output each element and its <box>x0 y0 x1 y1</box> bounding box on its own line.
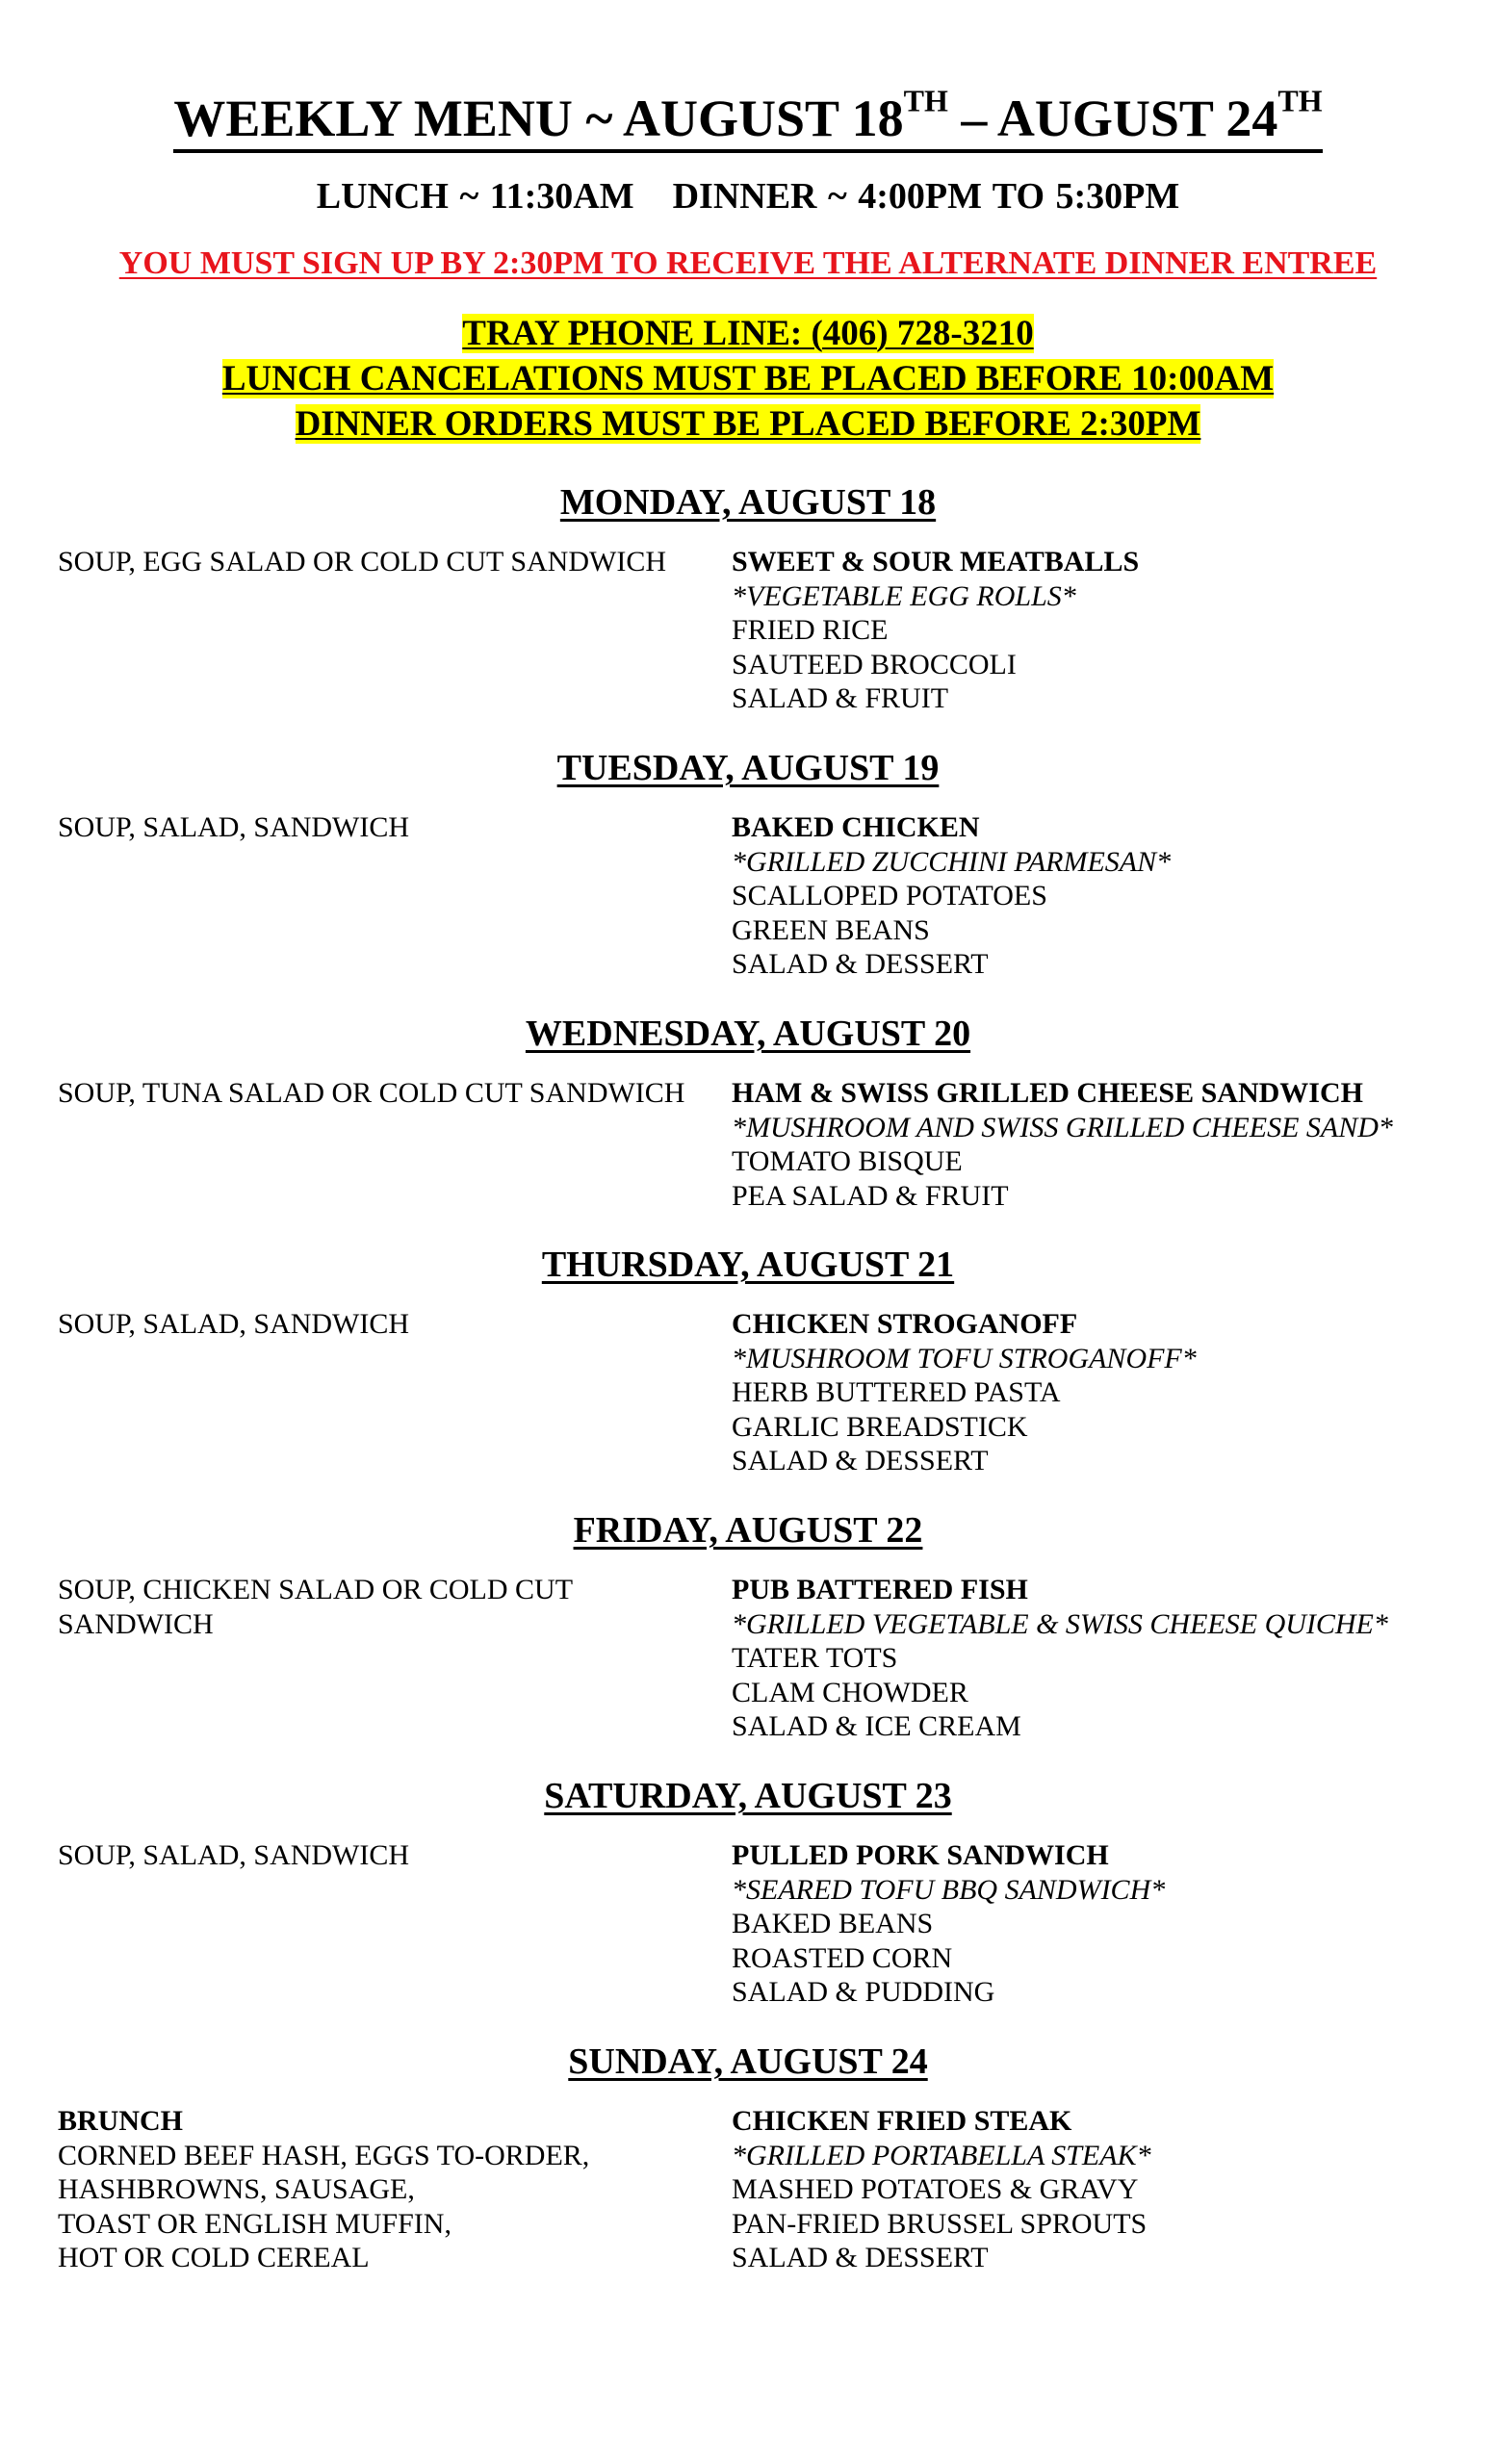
dinner-column <box>732 2104 1483 2275</box>
dinner-item: SALAD & DESSERT <box>732 1445 989 1476</box>
dinner-item: SAUTEED BROCCOLI <box>732 648 1017 680</box>
meal-hours <box>0 173 1496 219</box>
alternate-entree: *VEGETABLE EGG ROLLS* <box>732 579 1076 612</box>
day-heading: FRIDAY, AUGUST 22 <box>573 1510 923 1551</box>
dinner-item: SALAD & PUDDING <box>732 1976 995 2008</box>
dinner-item: SALAD & FRUIT <box>732 682 949 714</box>
dinner-column <box>732 1838 1483 2010</box>
lunch-item: SOUP, SALAD, SANDWICH <box>58 1839 410 1871</box>
dinner-column <box>732 1076 1483 1213</box>
lunch-column <box>58 1307 712 1342</box>
lunch-item: SOUP, EGG SALAD OR COLD CUT SANDWICH <box>58 546 666 578</box>
lunch-item: SOUP, SALAD, SANDWICH <box>58 1308 410 1340</box>
lunch-item: TOAST OR ENGLISH MUFFIN, <box>58 2207 451 2240</box>
alternate-entree-alert: YOU MUST SIGN UP BY 2:30PM TO RECEIVE THE ALTERNATE DINNER ENTREE <box>118 245 1378 281</box>
title-main: WEEKLY MENU ~ AUGUST 18 <box>173 90 904 147</box>
dinner-column <box>732 1573 1483 1744</box>
lunch-item: SOUP, CHICKEN SALAD OR COLD CUT <box>58 1574 574 1605</box>
alternate-entree: *GRILLED ZUCCHINI PARMESAN* <box>732 845 1172 878</box>
dinner-item: SALAD & DESSERT <box>732 948 989 980</box>
lunch-column <box>58 545 712 579</box>
lunch-column <box>58 1076 712 1111</box>
dinner-item: FRIED RICE <box>732 614 889 646</box>
lunch-column <box>58 810 712 845</box>
dinner-item: TATER TOTS <box>732 1642 898 1674</box>
dinner-column <box>732 545 1483 716</box>
dinner-entree: PULLED PORK SANDWICH <box>732 1839 1109 1871</box>
dinner-item: SCALLOPED POTATOES <box>732 880 1047 911</box>
dinner-column <box>732 1307 1483 1478</box>
lunch-column <box>58 1573 712 1641</box>
day-heading: TUESDAY, AUGUST 19 <box>556 748 940 788</box>
dinner-item: ROASTED CORN <box>732 1941 953 1974</box>
alternate-entree: *MUSHROOM AND SWISS GRILLED CHEESE SAND* <box>732 1111 1393 1143</box>
brunch-title: BRUNCH <box>58 2105 184 2137</box>
title-sup-2: TH <box>1277 83 1323 118</box>
dinner-item: SALAD & ICE CREAM <box>732 1710 1021 1742</box>
lunch-item: SOUP, TUNA SALAD OR COLD CUT SANDWICH <box>58 1077 685 1109</box>
lunch-item: HOT OR COLD CEREAL <box>58 2242 370 2273</box>
dinner-item: MASHED POTATOES & GRAVY <box>732 2173 1139 2205</box>
dinner-entree: PUB BATTERED FISH <box>732 1574 1028 1605</box>
lunch-item: SANDWICH <box>58 1607 214 1640</box>
alternate-entree: *MUSHROOM TOFU STROGANOFF* <box>732 1342 1197 1374</box>
dinner-item: GARLIC BREADSTICK <box>732 1410 1028 1443</box>
dinner-item: TOMATO BISQUE <box>732 1145 963 1177</box>
day-heading: MONDAY, AUGUST 18 <box>559 482 937 523</box>
alternate-entree: *SEARED TOFU BBQ SANDWICH* <box>732 1873 1166 1906</box>
title-mid: – AUGUST 24 <box>947 90 1278 147</box>
dinner-entree: SWEET & SOUR MEATBALLS <box>732 546 1140 578</box>
alternate-entree: *GRILLED PORTABELLA STEAK* <box>732 2139 1151 2171</box>
title-sup-1: TH <box>903 83 948 118</box>
dinner-item: PAN-FRIED BRUSSEL SPROUTS <box>732 2207 1148 2240</box>
dinner-entree: CHICKEN FRIED STEAK <box>732 2105 1072 2137</box>
dinner-time: DINNER ~ 4:00PM TO 5:30PM <box>672 176 1180 217</box>
lunch-column <box>58 1838 712 1873</box>
day-heading: WEDNESDAY, AUGUST 20 <box>525 1014 971 1054</box>
lunch-item: SOUP, SALAD, SANDWICH <box>58 811 410 843</box>
dinner-item: CLAM CHOWDER <box>732 1676 968 1708</box>
tray-phone-line: TRAY PHONE LINE: (406) 728-3210 <box>462 314 1034 353</box>
dinner-entree: HAM & SWISS GRILLED CHEESE SANDWICH <box>732 1077 1363 1109</box>
dinner-column <box>732 810 1483 982</box>
menu-title <box>0 85 1496 152</box>
lunch-cancel-notice: LUNCH CANCELATIONS MUST BE PLACED BEFORE 10:00AM <box>221 359 1275 398</box>
dinner-order-notice: DINNER ORDERS MUST BE PLACED BEFORE 2:30PM <box>295 404 1201 444</box>
day-heading: SATURDAY, AUGUST 23 <box>544 1776 952 1816</box>
dinner-entree: CHICKEN STROGANOFF <box>732 1308 1078 1340</box>
dinner-item: HERB BUTTERED PASTA <box>732 1376 1061 1408</box>
dinner-item: SALAD & DESSERT <box>732 2242 989 2273</box>
lunch-item: CORNED BEEF HASH, EGGS TO-ORDER, <box>58 2139 590 2171</box>
lunch-item: HASHBROWNS, SAUSAGE, <box>58 2173 415 2205</box>
dinner-entree: BAKED CHICKEN <box>732 811 980 843</box>
lunch-time: LUNCH ~ 11:30AM <box>316 176 634 217</box>
day-heading: SUNDAY, AUGUST 24 <box>568 2041 928 2082</box>
dinner-item: PEA SALAD & FRUIT <box>732 1179 1009 1212</box>
lunch-column <box>58 2104 712 2275</box>
dinner-item: BAKED BEANS <box>732 1908 934 1939</box>
dinner-item: GREEN BEANS <box>732 913 930 946</box>
day-heading: THURSDAY, AUGUST 21 <box>541 1245 955 1285</box>
alternate-entree: *GRILLED VEGETABLE & SWISS CHEESE QUICHE* <box>732 1607 1388 1640</box>
